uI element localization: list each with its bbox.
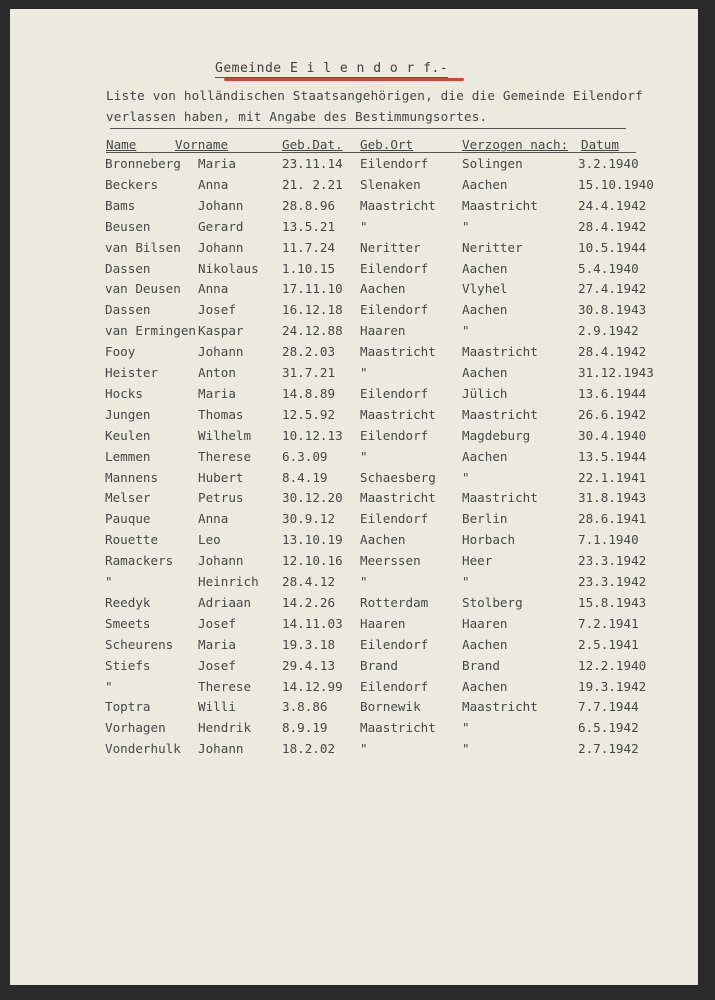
cell-vorname: Johann (198, 553, 244, 569)
cell-gebdat: 30.9.12 (282, 511, 336, 527)
cell-vorname: Josef (198, 615, 236, 631)
cell-gebort: Haaren (360, 323, 406, 339)
cell-gebdat: 21. 2.21 (282, 176, 343, 192)
cell-gebort: Eilendorf (360, 636, 429, 652)
cell-datum: 30.8.1943 (578, 302, 647, 318)
table-row (10, 679, 698, 700)
cell-ziel: Heer (462, 553, 493, 569)
cell-datum: 7.1.1940 (578, 532, 639, 548)
cell-name: Bams (105, 197, 136, 213)
table-row (10, 365, 698, 386)
cell-vorname: Johann (198, 239, 244, 255)
cell-gebdat: 8.9.19 (282, 720, 328, 736)
cell-datum: 19.3.1942 (578, 678, 647, 694)
cell-gebort: Eilendorf (360, 511, 429, 527)
cell-vorname: Willi (198, 699, 236, 715)
cell-datum: 26.6.1942 (578, 406, 647, 422)
cell-gebdat: 12.10.16 (282, 553, 343, 569)
cell-name: Ramackers (105, 553, 174, 569)
cell-gebort: Rotterdam (360, 594, 429, 610)
cell-name: Jungen (105, 406, 151, 422)
cell-vorname: Josef (198, 657, 236, 673)
cell-datum: 24.4.1942 (578, 197, 647, 213)
cell-ziel: Maastricht (462, 406, 538, 422)
cell-ziel: " (462, 469, 470, 485)
header-verzogen: Verzogen nach: (462, 137, 569, 152)
cell-datum: 28.4.1942 (578, 218, 647, 234)
cell-datum: 23.3.1942 (578, 553, 647, 569)
cell-vorname: Anna (198, 511, 229, 527)
cell-ziel: Aachen (462, 636, 508, 652)
cell-datum: 2.5.1941 (578, 636, 639, 652)
cell-ziel: " (462, 741, 470, 757)
cell-datum: 27.4.1942 (578, 281, 647, 297)
table-row (10, 261, 698, 282)
table-row (10, 658, 698, 679)
cell-gebort: Eilendorf (360, 678, 429, 694)
cell-name: Keulen (105, 427, 151, 443)
cell-name: " (105, 678, 113, 694)
cell-datum: 6.5.1942 (578, 720, 639, 736)
cell-gebdat: 14.8.89 (282, 385, 336, 401)
cell-name: Bronneberg (105, 156, 181, 171)
cell-gebdat: 28.4.12 (282, 574, 336, 589)
header-datum: Datum (581, 137, 619, 152)
table-row (10, 553, 698, 574)
cell-datum: 28.4.1942 (578, 344, 647, 360)
cell-gebdat: 18.2.02 (282, 741, 336, 757)
cell-datum: 3.2.1940 (578, 156, 639, 171)
cell-name: Dassen (105, 260, 151, 276)
cell-name: van Bilsen (105, 239, 181, 255)
cell-ziel: Maastricht (462, 699, 538, 715)
cell-gebdat: 28.8.96 (282, 197, 336, 213)
cell-gebort: Brand (360, 657, 398, 673)
cell-vorname: Leo (198, 532, 221, 548)
cell-gebort: Neritter (360, 239, 421, 255)
cell-datum: 30.4.1940 (578, 427, 647, 443)
cell-vorname: Wilhelm (198, 427, 252, 443)
cell-ziel: Magdeburg (462, 427, 531, 443)
table-row (10, 198, 698, 219)
table-row (10, 616, 698, 637)
cell-ziel: Aachen (462, 302, 508, 318)
cell-gebort: Eilendorf (360, 385, 429, 401)
cell-ziel: " (462, 720, 470, 736)
cell-name: Rouette (105, 532, 159, 548)
cell-vorname: Therese (198, 678, 252, 694)
table-row (10, 323, 698, 344)
cell-name: Hocks (105, 385, 143, 401)
cell-gebort: Maastricht (360, 197, 436, 213)
cell-gebort: Meerssen (360, 553, 421, 569)
cell-gebort: " (360, 218, 368, 234)
intro-underline (110, 128, 626, 129)
cell-gebdat: 14.2.26 (282, 594, 336, 610)
cell-vorname: Gerard (198, 218, 244, 234)
table-row (10, 595, 698, 616)
cell-ziel: Solingen (462, 156, 523, 171)
cell-gebort: " (360, 574, 368, 589)
cell-gebdat: 29.4.13 (282, 657, 336, 673)
cell-vorname: Hendrik (198, 720, 252, 736)
cell-ziel: Brand (462, 657, 500, 673)
cell-vorname: Nikolaus (198, 260, 259, 276)
cell-ziel: Aachen (462, 365, 508, 380)
cell-gebdat: 31.7.21 (282, 365, 336, 380)
cell-ziel: Maastricht (462, 197, 538, 213)
cell-name: Beckers (105, 176, 159, 192)
table-row (10, 449, 698, 470)
cell-name: Heister (105, 365, 159, 380)
cell-gebort: Eilendorf (360, 302, 429, 318)
cell-gebdat: 13.5.21 (282, 218, 336, 234)
cell-gebdat: 14.11.03 (282, 615, 343, 631)
cell-vorname: Maria (198, 385, 236, 401)
cell-datum: 28.6.1941 (578, 511, 647, 527)
cell-ziel: Neritter (462, 239, 523, 255)
cell-ziel: Aachen (462, 678, 508, 694)
cell-vorname: Anna (198, 281, 229, 297)
cell-vorname: Maria (198, 636, 236, 652)
cell-datum: 7.7.1944 (578, 699, 639, 715)
table-row (10, 407, 698, 428)
cell-datum: 5.4.1940 (578, 260, 639, 276)
cell-gebdat: 1.10.15 (282, 260, 336, 276)
cell-gebdat: 3.8.86 (282, 699, 328, 715)
cell-ziel: Vlyhel (462, 281, 508, 297)
cell-gebort: Bornewik (360, 699, 421, 715)
cell-ziel: Horbach (462, 532, 516, 548)
cell-name: Stiefs (105, 657, 151, 673)
cell-gebdat: 11.7.24 (282, 239, 336, 255)
cell-ziel: Aachen (462, 260, 508, 276)
cell-name: Mannens (105, 469, 159, 485)
cell-datum: 2.9.1942 (578, 323, 639, 339)
cell-vorname: Josef (198, 302, 236, 318)
cell-name: Scheurens (105, 636, 174, 652)
cell-gebort: Eilendorf (360, 156, 429, 171)
header-geport: Geb.Ort (360, 137, 414, 152)
cell-datum: 15.10.1940 (578, 176, 654, 192)
cell-gebort: Maastricht (360, 720, 436, 736)
cell-vorname: Kaspar (198, 323, 244, 339)
table-row (10, 699, 698, 720)
cell-datum: 22.1.1941 (578, 469, 647, 485)
cell-gebort: " (360, 365, 368, 380)
table-row (10, 156, 698, 177)
cell-gebdat: 6.3.09 (282, 448, 328, 464)
cell-ziel: Stolberg (462, 594, 523, 610)
cell-ziel: Jülich (462, 385, 508, 401)
red-underline (224, 78, 464, 81)
cell-gebdat: 19.3.18 (282, 636, 336, 652)
table-row (10, 637, 698, 658)
document-page (10, 9, 698, 985)
cell-datum: 12.2.1940 (578, 657, 647, 673)
cell-gebort: Maastricht (360, 490, 436, 506)
cell-vorname: Therese (198, 448, 252, 464)
cell-name: Toptra (105, 699, 151, 715)
cell-gebort: " (360, 448, 368, 464)
header-underline (106, 152, 636, 153)
cell-gebdat: 28.2.03 (282, 344, 336, 360)
cell-datum: 7.2.1941 (578, 615, 639, 631)
cell-name: Vorhagen (105, 720, 166, 736)
table-row (10, 720, 698, 741)
cell-ziel: Aachen (462, 448, 508, 464)
cell-gebdat: 24.12.88 (282, 323, 343, 339)
cell-datum: 13.5.1944 (578, 448, 647, 464)
cell-ziel: Maastricht (462, 344, 538, 360)
cell-name: van Ermingen (105, 323, 196, 339)
table-row (10, 490, 698, 511)
cell-gebdat: 14.12.99 (282, 678, 343, 694)
document-title: Gemeinde E i l e n d o r f.- (215, 61, 449, 76)
intro-text: Liste von holländischen Staatsangehörigen, die die Gemeinde Eilendorf verlassen haben, mit Angabe des Bestimmungsortes. (106, 88, 643, 124)
cell-gebdat: 8.4.19 (282, 469, 328, 485)
header-name: Name (106, 137, 137, 152)
cell-datum: 2.7.1942 (578, 741, 639, 757)
header-gebdat: Geb.Dat. (282, 137, 343, 152)
cell-ziel: " (462, 218, 470, 234)
cell-gebdat: 10.12.13 (282, 427, 343, 443)
cell-datum: 23.3.1942 (578, 574, 647, 589)
cell-gebdat: 13.10.19 (282, 532, 343, 548)
cell-gebort: Eilendorf (360, 427, 429, 443)
cell-gebort: Maastricht (360, 344, 436, 360)
cell-name: Smeets (105, 615, 151, 631)
table-row (10, 219, 698, 240)
cell-datum: 13.6.1944 (578, 385, 647, 401)
cell-ziel: " (462, 574, 470, 589)
cell-name: van Deusen (105, 281, 181, 297)
cell-name: Vonderhulk (105, 741, 181, 757)
cell-vorname: Petrus (198, 490, 244, 506)
cell-name: Beusen (105, 218, 151, 234)
cell-datum: 31.8.1943 (578, 490, 647, 506)
cell-gebort: Aachen (360, 281, 406, 297)
cell-vorname: Johann (198, 197, 244, 213)
cell-gebdat: 12.5.92 (282, 406, 336, 422)
table-row (10, 302, 698, 323)
cell-gebort: Slenaken (360, 176, 421, 192)
cell-ziel: Berlin (462, 511, 508, 527)
cell-gebdat: 16.12.18 (282, 302, 343, 318)
cell-ziel: Haaren (462, 615, 508, 631)
table-row (10, 177, 698, 198)
cell-gebort: Aachen (360, 532, 406, 548)
table-row (10, 470, 698, 491)
table-row (10, 532, 698, 553)
cell-datum: 31.12.1943 (578, 365, 654, 380)
cell-name: Melser (105, 490, 151, 506)
cell-gebort: Schaesberg (360, 469, 436, 485)
cell-vorname: Anton (198, 365, 236, 380)
table-row (10, 741, 698, 762)
cell-name: Dassen (105, 302, 151, 318)
cell-vorname: Anna (198, 176, 229, 192)
table-row (10, 281, 698, 302)
cell-vorname: Heinrich (198, 574, 259, 589)
cell-gebort: Haaren (360, 615, 406, 631)
table-row (10, 574, 698, 595)
cell-gebdat: 30.12.20 (282, 490, 343, 506)
cell-datum: 10.5.1944 (578, 239, 647, 255)
table-row (10, 344, 698, 365)
cell-name: Reedyk (105, 594, 151, 610)
cell-name: Fooy (105, 344, 136, 360)
cell-gebort: Maastricht (360, 406, 436, 422)
cell-vorname: Johann (198, 741, 244, 757)
cell-name: " (105, 574, 113, 589)
table-row (10, 240, 698, 261)
cell-ziel: Aachen (462, 176, 508, 192)
cell-vorname: Adriaan (198, 594, 252, 610)
table-row (10, 428, 698, 449)
cell-vorname: Thomas (198, 406, 244, 422)
cell-vorname: Hubert (198, 469, 244, 485)
table-row (10, 386, 698, 407)
cell-ziel: " (462, 323, 470, 339)
cell-gebdat: 23.11.14 (282, 156, 343, 171)
cell-name: Lemmen (105, 448, 151, 464)
cell-gebdat: 17.11.10 (282, 281, 343, 297)
cell-ziel: Maastricht (462, 490, 538, 506)
header-vorname: Vorname (175, 137, 229, 152)
cell-name: Pauque (105, 511, 151, 527)
cell-datum: 15.8.1943 (578, 594, 647, 610)
cell-gebort: Eilendorf (360, 260, 429, 276)
cell-vorname: Johann (198, 344, 244, 360)
cell-gebort: " (360, 741, 368, 757)
table-row (10, 511, 698, 532)
cell-vorname: Maria (198, 156, 236, 171)
